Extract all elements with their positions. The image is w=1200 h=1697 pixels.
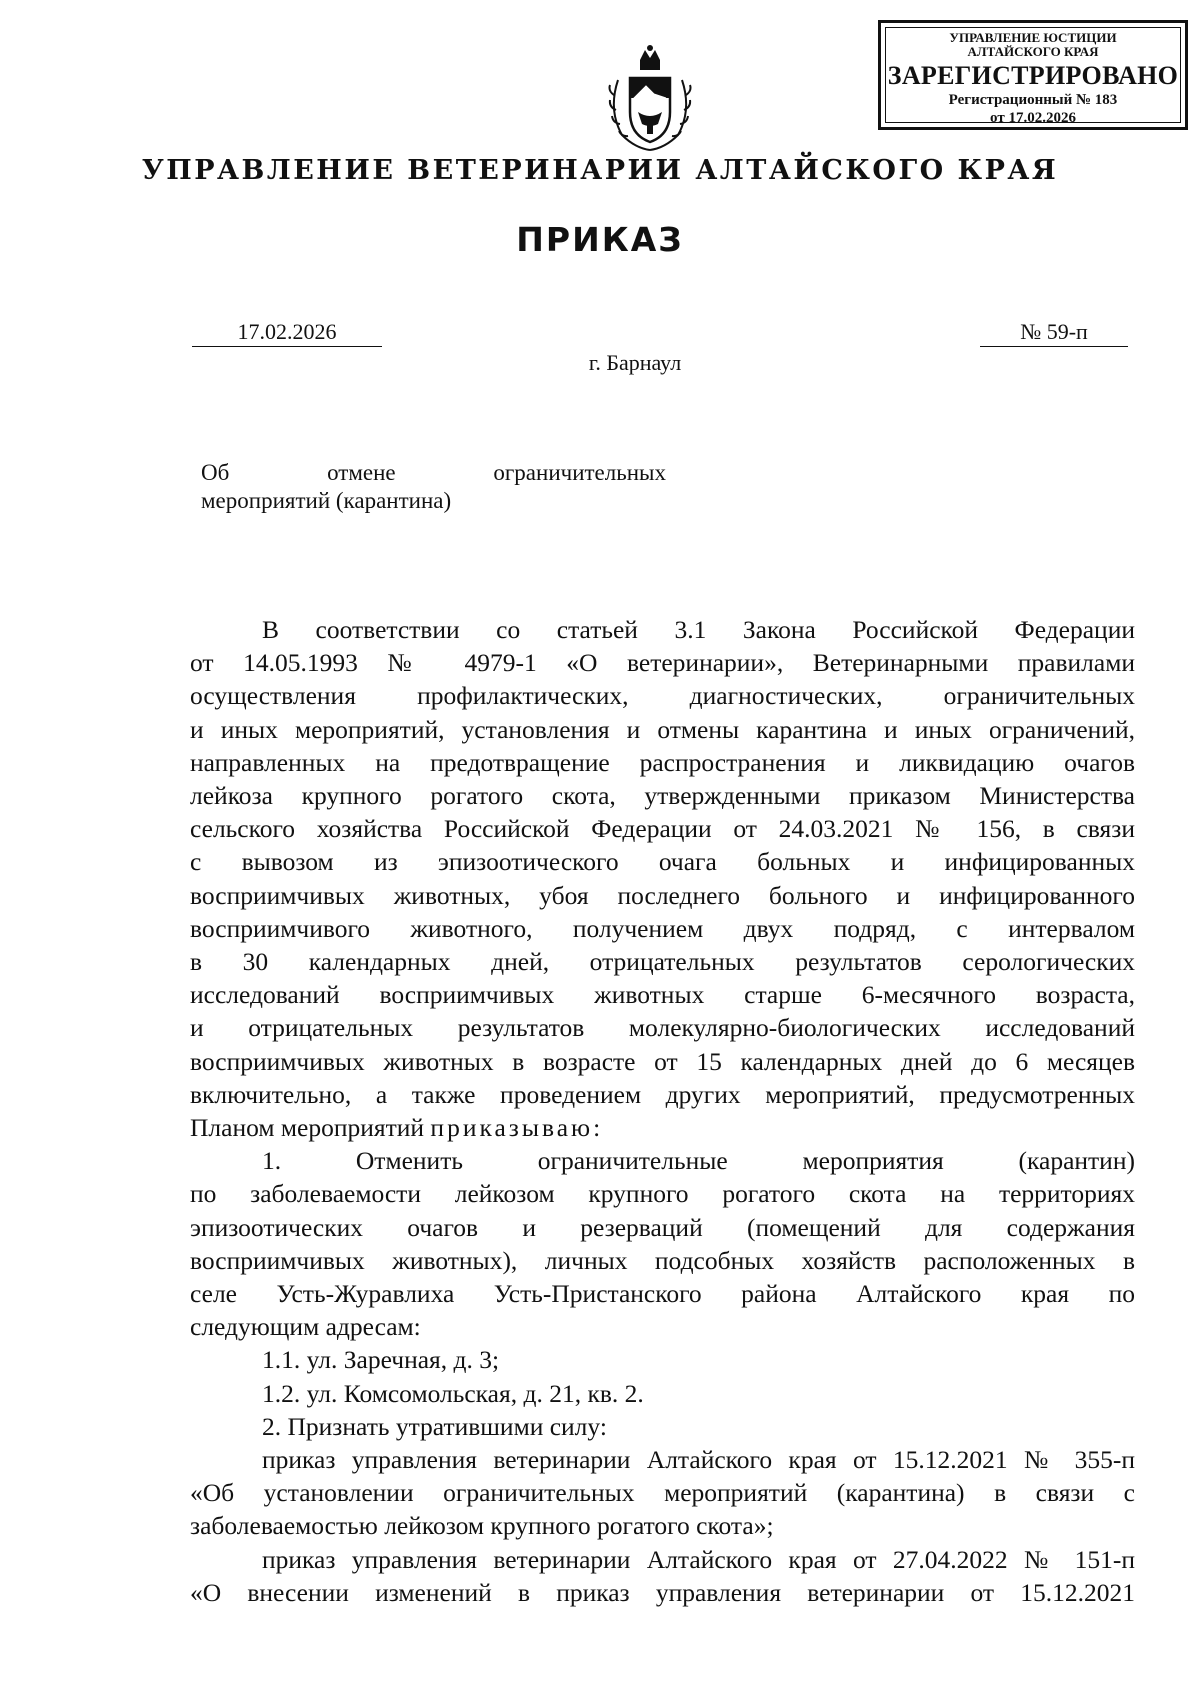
- item1-word: мероприятия: [802, 1146, 944, 1176]
- order-word: приказываю:: [430, 1113, 604, 1143]
- body-line: В соответствии со статьей 3.1 Закона Российской Федерации: [262, 615, 1135, 644]
- stamp-status: ЗАРЕГИСТРИРОВАНО: [887, 61, 1179, 90]
- stamp-authority-line2: АЛТАЙСКОГО КРАЯ: [967, 44, 1099, 59]
- body-line: следующим адресам:: [190, 1312, 421, 1342]
- subject-word: Об: [201, 460, 230, 485]
- item1-word: Отменить: [355, 1146, 463, 1176]
- stamp-authority-line1: УПРАВЛЕНИЕ ЮСТИЦИИ: [949, 30, 1117, 45]
- body-line: восприимчивых животных), личных подсобных хозяйств расположенных в: [190, 1245, 1135, 1275]
- body-line: и иных мероприятий, установления и отмены карантина и иных ограничений,: [190, 714, 1135, 744]
- body-line: по заболеваемости лейкозом крупного рогатого скота на территориях: [190, 1179, 1135, 1209]
- body-line: «О внесении изменений в приказ управления ветеринарии от 15.12.2021: [190, 1577, 1135, 1607]
- document-type-title: ПРИКАЗ: [516, 220, 684, 259]
- item1-word: ограничительные: [537, 1146, 728, 1176]
- body-line: восприимчивых животных, убоя последнего больного и инфицированного: [190, 880, 1135, 910]
- stamp-reg-date: от 17.02.2026: [990, 110, 1076, 126]
- subject-line-2: мероприятий (карантина): [201, 488, 452, 513]
- body-line: сельского хозяйства Российской Федерации от 24.03.2021 № 156, в связи: [190, 814, 1135, 844]
- plan-prefix: Планом мероприятий: [190, 1113, 431, 1143]
- item1-word: 1.: [262, 1146, 282, 1176]
- body-line: в 30 календарных дней, отрицательных результатов серологических: [190, 947, 1135, 977]
- body-line: исследований восприимчивых животных старше 6-месячного возраста,: [190, 980, 1135, 1010]
- address-2: 1.2. ул. Комсомольская, д. 21, кв. 2.: [262, 1378, 644, 1408]
- order-subject: [201, 459, 666, 515]
- body-line: селе Усть-Журавлиха Усть-Пристанского района Алтайского края по: [190, 1279, 1135, 1309]
- body-line: и отрицательных результатов молекулярно-биологических исследований: [190, 1013, 1135, 1043]
- order-number: № 59-п: [980, 318, 1128, 347]
- body-line: «Об установлении ограничительных мероприятий (карантина) в связи с: [190, 1478, 1135, 1508]
- body-line: от 14.05.1993 № 4979-1 «О ветеринарии», Ветеринарными правилами: [190, 648, 1135, 678]
- body-line: включительно, а также проведением других мероприятий, предусмотренных: [190, 1079, 1135, 1109]
- body-line: приказ управления ветеринарии Алтайского края от 27.04.2022 № 151-п: [262, 1544, 1135, 1574]
- address-1: 1.1. ул. Заречная, д. 3;: [262, 1345, 500, 1375]
- body-line: направленных на предотвращение распространения и ликвидацию очагов: [190, 747, 1135, 777]
- subject-word: отмене: [327, 460, 396, 485]
- body-line: приказ управления ветеринарии Алтайского края от 15.12.2021 № 355-п: [262, 1445, 1135, 1475]
- body-line: восприимчивых животных в возрасте от 15 календарных дней до 6 месяцев: [190, 1046, 1135, 1076]
- item1-word: (карантин): [1018, 1146, 1135, 1176]
- body-line: [190, 1111, 1135, 1144]
- body-line: заболеваемостью лейкозом крупного рогатого скота»;: [190, 1511, 774, 1541]
- body-line: лейкоза крупного рогатого скота, утвержденными приказом Министерства: [190, 781, 1135, 811]
- item1-first-line: [190, 1144, 1135, 1177]
- stamp-reg-number: Регистрационный № 183: [948, 92, 1118, 108]
- body-line: эпизоотических очагов и резерваций (помещений для содержания: [190, 1212, 1135, 1242]
- item2-heading: 2. Признать утратившими силу:: [262, 1411, 607, 1441]
- organization-title: УПРАВЛЕНИЕ ВЕТЕРИНАРИИ АЛТАЙСКОГО КРАЯ: [141, 155, 1059, 186]
- issue-city: г. Барнаул: [588, 350, 682, 375]
- body-line: осуществления профилактических, диагностических, ограничительных: [190, 681, 1135, 711]
- coat-of-arms-emblem: [600, 40, 700, 155]
- subject-word: ограничительных: [493, 460, 666, 485]
- body-line: восприимчивого животного, получением двух подряд, с интервалом: [190, 913, 1135, 943]
- order-date: 17.02.2026: [192, 318, 382, 347]
- registration-stamp: [878, 20, 1188, 130]
- order-body: [190, 613, 1135, 1609]
- subject-line-1: [201, 459, 666, 487]
- body-line: с вывозом из эпизоотического очага больных и инфицированных: [190, 847, 1135, 877]
